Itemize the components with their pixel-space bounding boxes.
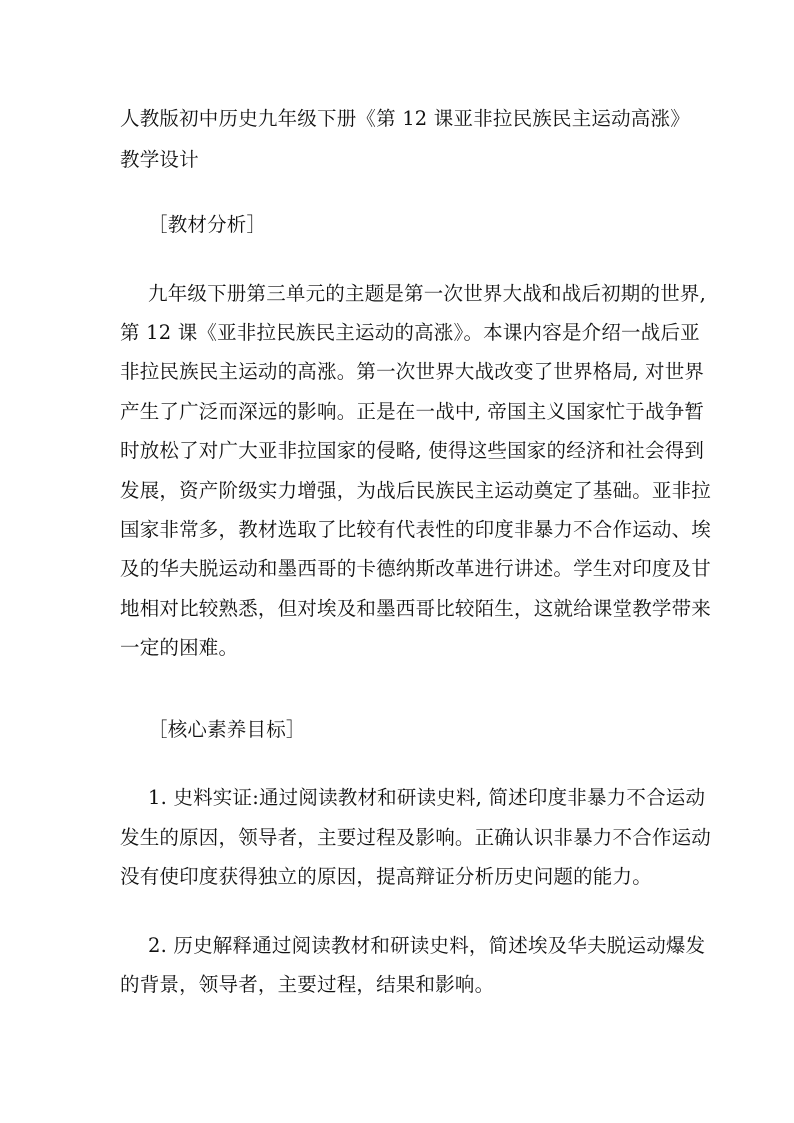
analysis-line: 产生了广泛而深远的影响。正是在一战中, 帝国主义国家忙于战争暂 xyxy=(120,400,705,423)
goal-1-line: 发生的原因，领导者，主要过程及影响。正确认识非暴力不合作运动 xyxy=(120,826,712,849)
analysis-line: 九年级下册第三单元的主题是第一次世界大战和战后初期的世界, xyxy=(148,282,706,305)
analysis-line: 发展，资产阶级实力增强，为战后民族民主运动奠定了基础。亚非拉 xyxy=(120,479,712,502)
heading-core-goals: ［核心素养目标］ xyxy=(148,718,306,741)
title-line-2: 教学设计 xyxy=(120,148,199,171)
analysis-line: 一定的困难。 xyxy=(120,636,239,659)
analysis-line: 第 12 课《亚非拉民族民主运动的高涨》。本课内容是介绍一战后亚 xyxy=(120,321,700,344)
goal-1-line: 没有使印度获得独立的原因，提高辩证分析历史问题的能力。 xyxy=(120,865,652,888)
analysis-line: 及的华夫脱运动和墨西哥的卡德纳斯改革进行讲述。学生对印度及甘 xyxy=(120,557,712,580)
goal-1-line: 1. 史料实证:通过阅读教材和研读史料, 简述印度非暴力不合运动 xyxy=(148,786,706,809)
goal-2-line: 2. 历史解释通过阅读教材和研读史料，简述埃及华夫脱运动爆发 xyxy=(148,934,706,957)
analysis-line: 地相对比较熟悉，但对埃及和墨西哥比较陌生，这就给课堂教学带来 xyxy=(120,597,712,620)
goal-2-line: 的背景，领导者，主要过程，结果和影响。 xyxy=(120,973,495,996)
analysis-line: 非拉民族民主运动的高涨。第一次世界大战改变了世界格局, 对世界 xyxy=(120,360,705,383)
analysis-line: 时放松了对广大亚非拉国家的侵略, 使得这些国家的经济和社会得到 xyxy=(120,439,705,462)
heading-material-analysis: ［教材分析］ xyxy=(148,213,267,236)
analysis-line: 国家非常多，教材选取了比较有代表性的印度非暴力不合作运动、埃 xyxy=(120,518,712,541)
title-line-1: 人教版初中历史九年级下册《第 12 课亚非拉民族民主运动高涨》 xyxy=(120,107,690,130)
